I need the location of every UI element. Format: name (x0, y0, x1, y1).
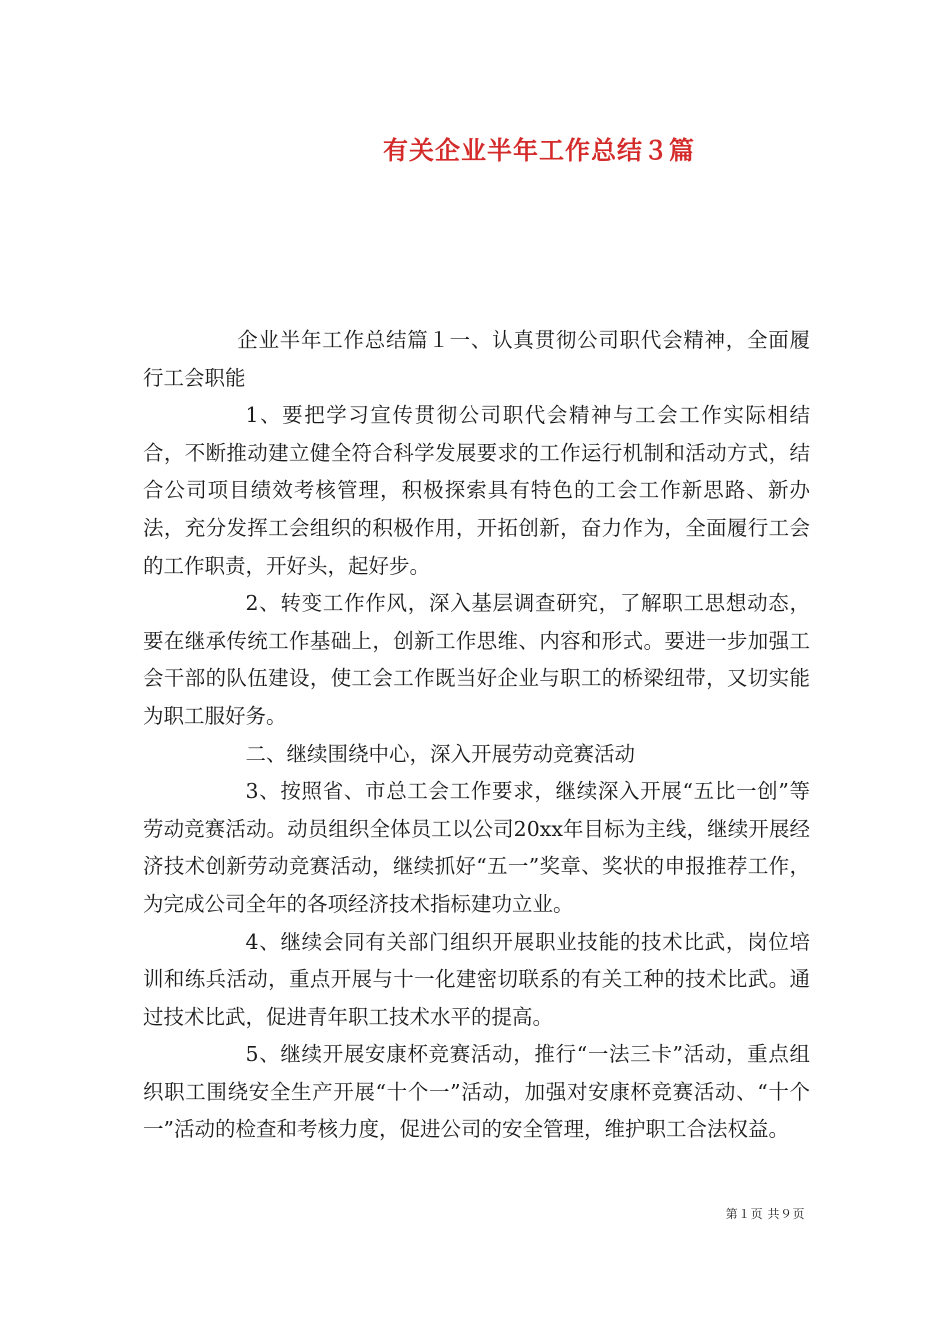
document-title: 有关企业半年工作总结３篇 (382, 136, 695, 165)
paragraph-item-5: 5、继续开展安康杯竞赛活动，推行“一法三卡”活动，重点组织职工围绕安全生产开展“十个一”活动，加强对安康杯竞赛活动、“十个一”活动的检查和考核力度，促进公司的安全管理，维护职工合法权益。 (143, 1042, 810, 1142)
document-body (143, 322, 810, 1149)
paragraph-item-4: 4、继续会同有关部门组织开展职业技能的技术比武，岗位培训和练兵活动，重点开展与十一化建密切联系的有关工种的技术比武。通过技术比武，促进青年职工技术水平的提高。 (143, 929, 810, 1029)
paragraph-item-3: 3、按照省、市总工会工作要求，继续深入开展“五比一创”等劳动竞赛活动。动员组织全体员工以公司20xx年目标为主线，继续开展经济技术创新劳动竞赛活动，继续抓好“五一”奖章、奖状的申报推荐工作，为完成公司全年的各项经济技术指标建功立业。 (143, 779, 810, 916)
page-number-footer: 第１页 共９页 (725, 1207, 805, 1221)
paragraph-item-1: 1、要把学习宣传贯彻公司职代会精神与工会工作实际相结合，不断推动建立健全符合科学发展要求的工作运行机制和活动方式，结合公司项目绩效考核管理，积极探索具有特色的工会工作新思路、新办法，充分发挥工会组织的积极作用，开拓创新，奋力作为，全面履行工会的工作职责，开好头，起好步。 (143, 403, 810, 578)
section-heading-2: 二、继续围绕中心，深入开展劳动竞赛活动 (245, 741, 635, 766)
paragraph-item-2: 2、转变工作作风，深入基层调查研究，了解职工思想动态，要在继承传统工作基础上，创新工作思维、内容和形式。要进一步加强工会干部的队伍建设，使工会工作既当好企业与职工的桥梁纽带，又切实能为职工服好务。 (143, 591, 810, 728)
paragraph-intro: 企业半年工作总结篇１一、认真贯彻公司职代会精神，全面履行工会职能 (143, 328, 810, 390)
